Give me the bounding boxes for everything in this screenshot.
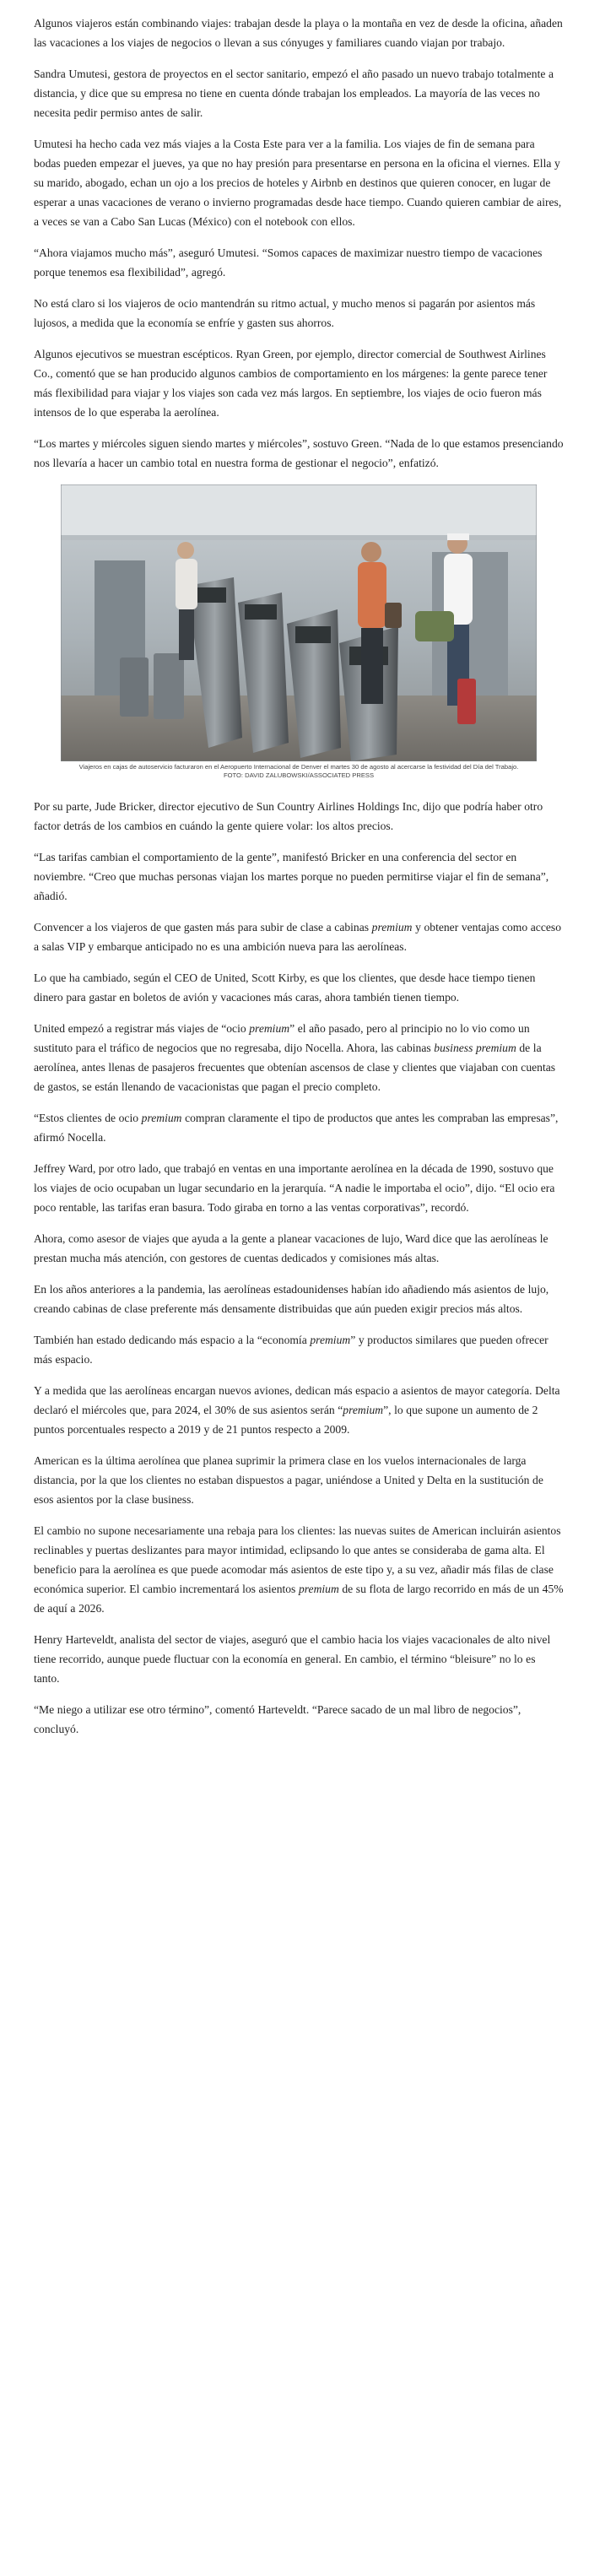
article-paragraph: Umutesi ha hecho cada vez más viajes a la Costa Este para ver a la familia. Los viajes de fin de semana para bodas pueden empezar el jueves, ya que no hay presión para presentarse en persona en la oficina el viernes. Ella y su marido, abogado, echan un ojo a los precios de hoteles y Airbnb en destinos que quieren conocer, en lugar de esperar a unas vacaciones de verano o invierno programadas desde hace tiempo. Cuando quieren cambiar de aires, a veces se van a Cabo San Lucas (México) con el notebook con ellos. xyxy=(34,138,562,228)
article-paragraph: “Las tarifas cambian el comportamiento de la gente”, manifestó Bricker en una conferencia del sector en noviembre. “Creo que muchas personas viajan los martes porque no pueden permitirse viajar el fin de semana”, añadió. xyxy=(34,851,549,902)
airport-checkin-photo xyxy=(61,484,537,761)
article-paragraph: United empezó a registrar más viajes de “ocio premium” el año pasado, pero al principio no lo vio como un sustituto para el tráfico de negocios que no regresaba, dijo Nocella. Ahora, las cabinas business premium de la aerolínea, antes llenas de pasajeros frecuentes que obtenían ascensos de clase y clientes que viajaban con cuentas de gastos, se están llenando de vacacionistas que pagan el precio completo. xyxy=(34,1022,556,1093)
article-paragraph: En los años anteriores a la pandemia, las aerolíneas estadounidenses habían ido añadiendo más asientos de lujo, creando cabinas de clase preferente más densamente distribuidas que aún pueden exigir precios más altos. xyxy=(34,1283,549,1315)
article-paragraph: También han estado dedicando más espacio a la “economía premium” y productos similares que pueden ofrecer más espacio. xyxy=(34,1334,548,1366)
article-body xyxy=(34,0,564,1751)
photo-caption-text: Viajeros en cajas de autoservicio facturaron en el Aeropuerto Internacional de Denver el martes 30 de agosto al acercarse la festividad del Día del Trabajo. xyxy=(78,763,519,771)
article-paragraph: Jeffrey Ward, por otro lado, que trabajó en ventas en una importante aerolínea en la década de 1990, sostuvo que los viajes de ocio ocupaban un lugar secundario en la jerarquía. “A nadie le importaba el ocio”, dijo. “El ocio era poco rentable, las tarifas eran basura. Todo giraba en torno a las ventas corporativas”, recordó. xyxy=(34,1162,555,1214)
article-paragraph: Algunos ejecutivos se muestran escépticos. Ryan Green, por ejemplo, director comercial de Southwest Airlines Co., comentó que se han producido algunos cambios de comportamiento en los márgenes: la gente parece tener más flexibilidad para viajar y los viajes son cada vez más largos. En septiembre, los viajes de ocio fueron más intensos de lo que esperaba la aerolínea. xyxy=(34,348,548,419)
article-paragraph: Sandra Umutesi, gestora de proyectos en el sector sanitario, empezó el año pasado un nuevo trabajo totalmente a distancia, y dice que su empresa no tiene en cuenta dónde trabajan los empleados. La mayoría de las veces no necesita pedir permiso antes de salir. xyxy=(34,68,554,119)
article-paragraph: Algunos viajeros están combinando viajes: trabajan desde la playa o la montaña en vez de desde la oficina, añaden las vacaciones a los viajes de negocios o llevan a sus cónyuges y familiares cuando viajan por trabajo. xyxy=(34,17,563,49)
article-paragraph: “Los martes y miércoles siguen siendo martes y miércoles”, sostuvo Green. “Nada de lo que estamos presenciando nos llevaría a hacer un cambio total en nuestra forma de gestionar el negocio”, enfatizó. xyxy=(34,437,564,469)
article-paragraph: No está claro si los viajeros de ocio mantendrán su ritmo actual, y mucho menos si pagarán por asientos más lujosos, a medida que la economía se enfríe y gasten sus ahorros. xyxy=(34,297,536,329)
article-paragraph: Por su parte, Jude Bricker, director ejecutivo de Sun Country Airlines Holdings Inc, dijo que podría haber otro factor detrás de los cambios en cuándo la gente quiere volar: los altos precios. xyxy=(34,800,543,832)
photo-credit: FOTO: DAVID ZALUBOWSKI/ASSOCIATED PRESS xyxy=(223,771,375,779)
article-paragraph: Y a medida que las aerolíneas encargan nuevos aviones, dedican más espacio a asientos de mayor categoría. Delta declaró el miércoles que, para 2024, el 30% de sus asientos serán “premium”, lo que supone un aumento de 2 puntos porcentuales respecto a 2019 y de 21 puntos respecto a 2009. xyxy=(34,1384,560,1436)
article-paragraph: Henry Harteveldt, analista del sector de viajes, aseguró que el cambio hacia los viajes vacacionales de alto nivel tiene recorrido, aunque puede fluctuar con la economía en general. En cambio, el término “bleisure” no lo es tanto. xyxy=(34,1633,551,1685)
article-paragraph: Ahora, como asesor de viajes que ayuda a la gente a planear vacaciones de lujo, Ward dice que las aerolíneas le prestan mucha más atención, con gestores de cuentas dedicados y comisiones más altas. xyxy=(34,1232,548,1264)
photo-caption xyxy=(61,763,537,780)
article-paragraph: El cambio no supone necesariamente una rebaja para los clientes: las nuevas suites de American incluirán asientos reclinables y puertas deslizantes para mayor intimidad, eclipsando lo que antes se consideraba de gama alta. El beneficio para la aerolínea es que puede acomodar más asientos de este tipo y, a su vez, añadir más filas de clase económica superior. El cambio incrementará los asientos premium de su flota de largo recorrido en más de un 45% de aquí a 2026. xyxy=(34,1524,564,1615)
article-figure xyxy=(61,484,537,780)
article-paragraph: “Me niego a utilizar ese otro término”, comentó Harteveldt. “Parece sacado de un mal libro de negocios”, concluyó. xyxy=(34,1703,521,1735)
article-paragraph: Convencer a los viajeros de que gasten más para subir de clase a cabinas premium y obtener ventajas como acceso a salas VIP y embarque anticipado no es una ambición nueva para las aerolíneas. xyxy=(34,921,561,953)
article-paragraph: “Estos clientes de ocio premium compran claramente el tipo de productos que antes les compraban las empresas”, afirmó Nocella. xyxy=(34,1112,559,1144)
article-paragraph: American es la última aerolínea que planea suprimir la primera clase en los vuelos internacionales de larga distancia, por la que los clientes no estaban dispuestos a pagar, uniéndose a United y Delta en la sustitución de esos asientos por la clase business. xyxy=(34,1454,543,1506)
article-paragraph: “Ahora viajamos mucho más”, aseguró Umutesi. “Somos capaces de maximizar nuestro tiempo de vacaciones porque tenemos esa flexibilidad”, agregó. xyxy=(34,246,543,279)
article-paragraph: Lo que ha cambiado, según el CEO de United, Scott Kirby, es que los clientes, que desde hace tiempo tienen dinero para gastar en boletos de avión y vacaciones más caras, ahora también tienen tiempo. xyxy=(34,971,536,1004)
